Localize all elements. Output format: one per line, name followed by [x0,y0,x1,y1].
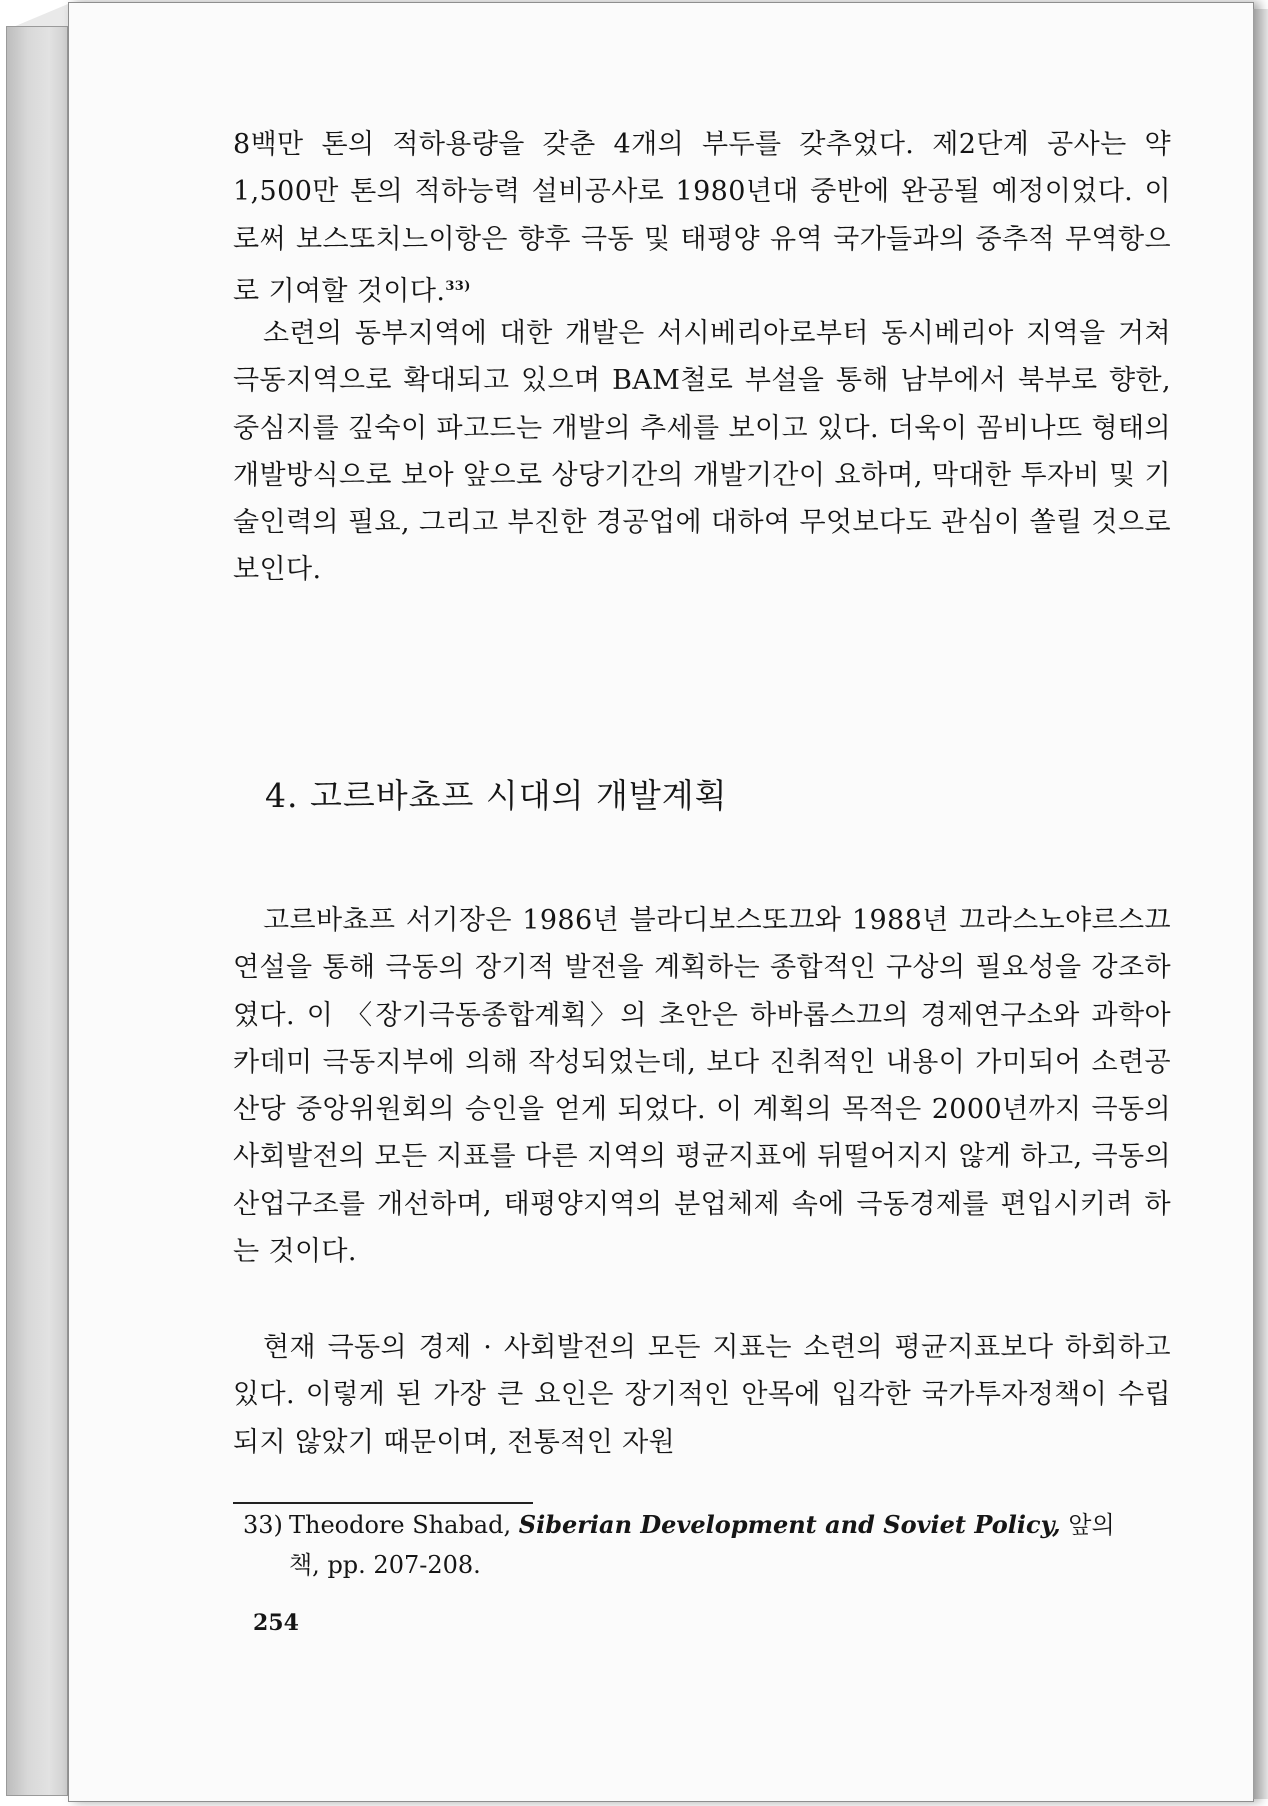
paragraph-3 [233,897,1171,1275]
section-heading: 4. 고르바쵸프 시대의 개발계획 [265,776,728,815]
footnote-author: Theodore Shabad, [289,1511,512,1539]
paragraph-1-text: 8백만 톤의 적하용량을 갖춘 4개의 부두를 갖추었다. 제2단계 공사는 약 1,500만 톤의 적하능력 설비공사로 1980년대 중반에 완공될 예정이었다. 이로써 보스또치느이항은 향후 극동 및 태평양 유역 국가들과의 중추적 무역항으로 기여할 것이다. [233,129,1171,307]
paragraph-2 [233,310,1171,594]
book-spine-edge [6,26,68,1796]
paragraph-1 [233,121,1171,315]
footnote-number: 33) [243,1511,283,1539]
page-right-shadow [1253,9,1268,1799]
footnote-reference: 33) [445,278,471,294]
paragraph-3-text: 고르바쵸프 서기장은 1986년 블라디보스또끄와 1988년 끄라스노야르스끄 연설을 통해 극동의 장기적 발전을 계획하는 종합적인 구상의 필요성을 강조하였다. 이 〈장기극동종합계획〉의 초안은 하바롭스끄의 경제연구소와 과학아카데미 극동지부에 의해 작성되었는데, 보다 진취적인 내용이 가미되어 소련공산당 중앙위원회의 승인을 얻게 되었다. 이 계획의 목적은 2000년까지 극동의 사회발전의 모든 지표를 다른 지역의 평균지표에 뒤떨어지지 않게 하고, 극동의 산업구조를 개선하며, 태평양지역의 분업체제 속에 극동경제를 편입시키려 하는 것이다. [233,905,1171,1268]
paragraph-4 [233,1324,1171,1466]
footnote-after-title: 앞의 [1068,1511,1115,1539]
paragraph-4-text: 현재 극동의 경제 · 사회발전의 모든 지표는 소련의 평균지표보다 하회하고 있다. 이렇게 된 가장 큰 요인은 장기적인 안목에 입각한 국가투자정책이 수립되지 않았기 때문이며, 전통적인 자원 [233,1332,1171,1458]
page-number: 254 [253,1610,299,1636]
footnote-title: Siberian Development and Soviet Policy, [518,1510,1061,1539]
footnote-continuation: 책, pp. 207-208. [289,1551,481,1579]
paragraph-2-text: 소련의 동부지역에 대한 개발은 서시베리아로부터 동시베리아 지역을 거쳐 극동지역으로 확대되고 있으며 BAM철로 부설을 통해 남부에서 북부로 향한, 중심지를 깊숙이 파고드는 개발의 추세를 보이고 있다. 더욱이 꼼비나뜨 형태의 개발방식으로 보아 앞으로 상당기간의 개발기간이 요하며, 막대한 투자비 및 기술인력의 필요, 그리고 부진한 경공업에 대하여 무엇보다도 관심이 쏠릴 것으로 보인다. [233,318,1171,586]
book-page [68,2,1254,1802]
footnote [243,1505,1169,1585]
footnote-divider [233,1502,533,1504]
